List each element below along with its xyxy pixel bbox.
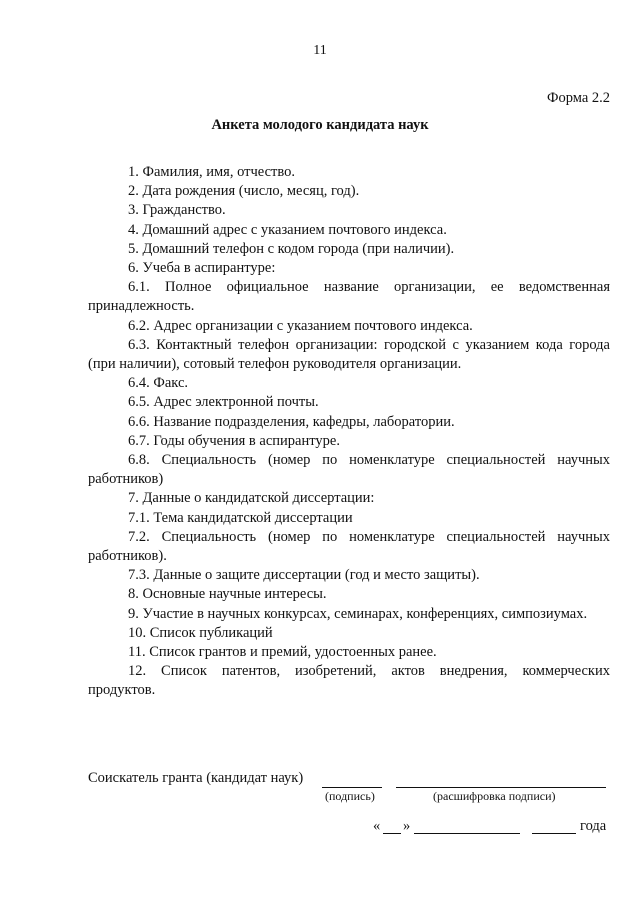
- date-month-line: [414, 833, 520, 834]
- date-year-word: года: [580, 818, 607, 834]
- list-item: 8. Основные научные интересы.: [128, 586, 327, 603]
- list-item: 6.7. Годы обучения в аспирантуре.: [128, 432, 340, 449]
- list-item: 6.3. Контактный телефон организации: городской с указанием кода города (при наличии), сотовый телефон руководителя организации.: [88, 336, 610, 373]
- form-label: Форма 2.2: [547, 90, 610, 106]
- list-item: 3. Гражданство.: [128, 202, 226, 219]
- list-item: 7.1. Тема кандидатской диссертации: [128, 509, 353, 526]
- list-item: 2. Дата рождения (число, месяц, год).: [128, 183, 360, 200]
- date-row: [0, 818, 640, 838]
- date-close-quote: »: [403, 818, 411, 834]
- list-item: 11. Список грантов и премий, удостоенных ранее.: [128, 644, 437, 661]
- date-year-line: [532, 833, 576, 834]
- list-item: 7.2. Специальность (номер по номенклатуре специальностей научных работников).: [88, 528, 610, 565]
- list-item: 5. Домашний телефон с кодом города (при наличии).: [128, 240, 455, 257]
- list-item: 6.2. Адрес организации с указанием почтового индекса.: [128, 317, 473, 334]
- list-item: 7. Данные о кандидатской диссертации:: [128, 490, 375, 507]
- signature-decoding-line: [396, 787, 606, 788]
- applicant-label: Соискатель гранта (кандидат наук): [88, 770, 304, 786]
- signature-caption: (подпись): [325, 789, 375, 803]
- signature-decoding-caption: (расшифровка подписи): [433, 789, 556, 803]
- list-item: 6.8. Специальность (номер по номенклатуре специальностей научных работников): [88, 452, 610, 488]
- list-item: 10. Список публикаций: [128, 624, 273, 641]
- list-item: 6. Учеба в аспирантуре:: [128, 260, 276, 277]
- list-item: 6.5. Адрес электронной почты.: [128, 394, 319, 411]
- list-item: 9. Участие в научных конкурсах, семинарах, конференциях, симпозиумах.: [128, 605, 588, 622]
- questionnaire-items: [88, 163, 610, 701]
- document-title: Анкета молодого кандидата наук: [211, 117, 429, 133]
- list-item: 12. Список патентов, изобретений, актов внедрения, коммерческих продуктов.: [88, 663, 610, 699]
- page-number: 11: [313, 43, 327, 58]
- list-item: 6.4. Факс.: [128, 375, 189, 392]
- list-item: 6.1. Полное официальное название организации, ее ведомственная принадлежность.: [88, 279, 610, 315]
- signature-line: [322, 787, 382, 788]
- date-day-line: [383, 833, 401, 834]
- date-open-quote: «: [373, 818, 381, 834]
- list-item: 6.6. Название подразделения, кафедры, лаборатории.: [128, 413, 455, 430]
- list-item: 1. Фамилия, имя, отчество.: [128, 164, 295, 180]
- list-item: 4. Домашний адрес с указанием почтового индекса.: [128, 221, 447, 238]
- list-item: 7.3. Данные о защите диссертации (год и место защиты).: [128, 567, 480, 584]
